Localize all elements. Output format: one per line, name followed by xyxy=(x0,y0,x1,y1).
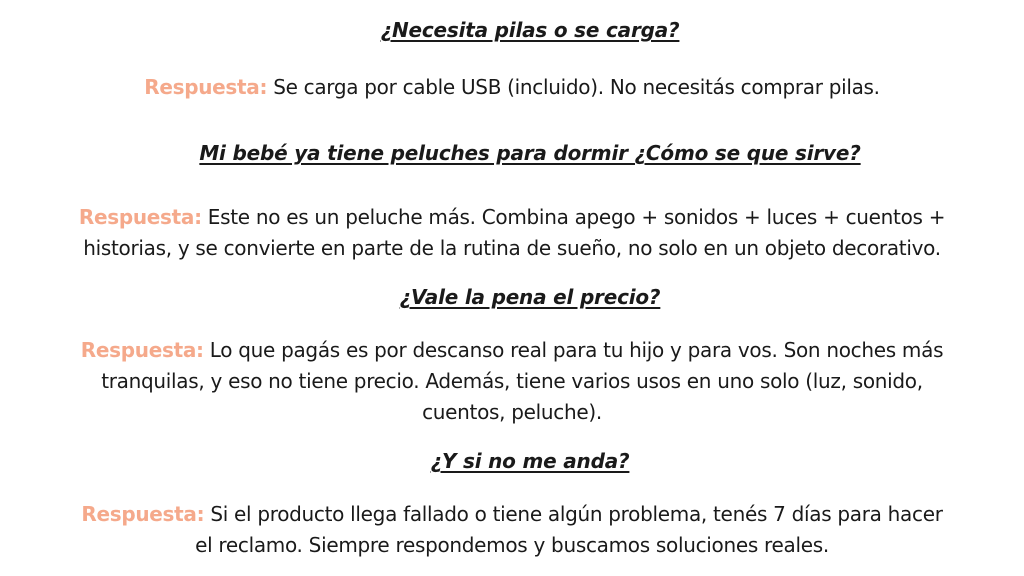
answer-label: Respuesta: xyxy=(81,502,205,526)
faq-question-4: ¿Y si no me anda? xyxy=(430,449,630,473)
answer-text: Este no es un peluche más. Combina apego + sonidos + luces + cuentos + historias, y se convierte en parte de la rutina de sueño, no solo en un objeto decorativo. xyxy=(83,205,946,260)
faq-answer-1 xyxy=(72,72,952,103)
faq-question-3: ¿Vale la pena el precio? xyxy=(399,285,661,309)
answer-text: Si el producto llega fallado o tiene algún problema, tenés 7 días para hacer el reclamo. Siempre respondemos y buscamos soluciones reales. xyxy=(195,502,943,557)
answer-label: Respuesta: xyxy=(78,205,202,229)
answer-text: Se carga por cable USB (incluido). No necesitás comprar pilas. xyxy=(273,75,880,99)
faq-question-2: Mi bebé ya tiene peluches para dormir ¿Cómo se que sirve? xyxy=(199,141,861,165)
faq-question-1: ¿Necesita pilas o se carga? xyxy=(380,18,680,42)
faq-answer-2 xyxy=(62,202,962,264)
faq-answer-4 xyxy=(72,499,952,561)
answer-text: Lo que pagás es por descanso real para tu hijo y para vos. Son noches más tranquilas, y eso no tiene precio. Además, tiene varios usos en uno solo (luz, sonido, cuentos, peluche). xyxy=(101,338,944,424)
answer-label: Respuesta: xyxy=(80,338,204,362)
faq-answer-3 xyxy=(62,335,962,428)
answer-label: Respuesta: xyxy=(144,75,268,99)
